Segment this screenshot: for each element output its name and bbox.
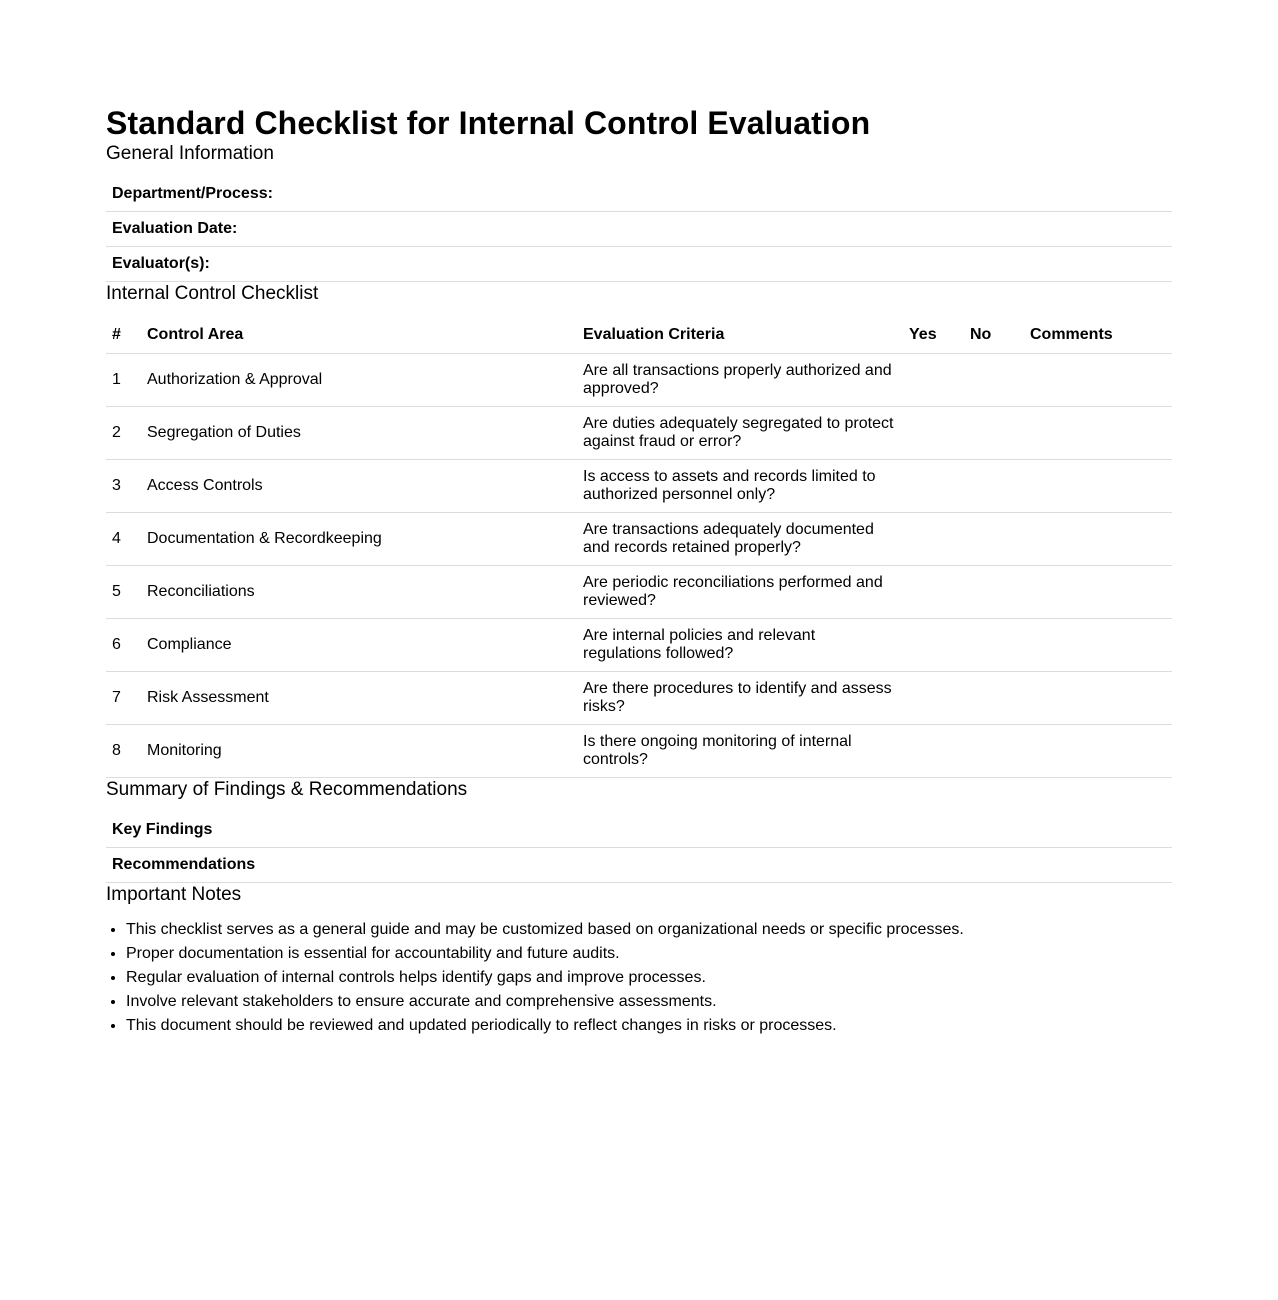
comments-cell	[1024, 566, 1172, 619]
control-area-cell: Reconciliations	[141, 566, 577, 619]
yes-cell	[903, 672, 964, 725]
no-cell	[964, 619, 1024, 672]
no-cell	[964, 354, 1024, 407]
yes-cell	[903, 619, 964, 672]
no-cell	[964, 513, 1024, 566]
summary-row-key-findings	[106, 813, 1172, 848]
control-area-cell: Access Controls	[141, 460, 577, 513]
table-row	[106, 566, 1172, 619]
general-information-table	[106, 177, 1172, 282]
yes-cell	[903, 460, 964, 513]
no-cell	[964, 566, 1024, 619]
no-cell	[964, 407, 1024, 460]
control-area-cell: Compliance	[141, 619, 577, 672]
checklist-header-row	[106, 317, 1172, 354]
comments-cell	[1024, 725, 1172, 778]
row-number: 2	[106, 407, 141, 460]
control-area-cell: Segregation of Duties	[141, 407, 577, 460]
yes-cell	[903, 566, 964, 619]
table-row	[106, 407, 1172, 460]
info-row-department	[106, 177, 1172, 212]
comments-cell	[1024, 354, 1172, 407]
comments-cell	[1024, 619, 1172, 672]
list-item: • This document should be reviewed and updated periodically to reflect changes in risks or processes.	[126, 1014, 1172, 1038]
yes-cell	[903, 513, 964, 566]
table-row	[106, 354, 1172, 407]
yes-cell	[903, 354, 964, 407]
evaluation-criteria-cell: Are periodic reconciliations performed and reviewed?	[577, 566, 903, 619]
row-number: 6	[106, 619, 141, 672]
checklist-heading: Internal Control Checklist	[106, 283, 319, 304]
row-number: 7	[106, 672, 141, 725]
document	[106, 104, 1172, 1038]
key-findings-label: Key Findings	[106, 813, 1172, 848]
list-item: • Proper documentation is essential for accountability and future audits.	[126, 942, 1172, 966]
comments-cell	[1024, 460, 1172, 513]
control-area-cell: Risk Assessment	[141, 672, 577, 725]
evaluation-criteria-cell: Are all transactions properly authorized and approved?	[577, 354, 903, 407]
control-area-cell: Documentation & Recordkeeping	[141, 513, 577, 566]
info-row-evaluators	[106, 247, 1172, 282]
table-row	[106, 725, 1172, 778]
evaluators-label: Evaluator(s):	[106, 247, 1172, 282]
column-header-evaluation-criteria: Evaluation Criteria	[577, 317, 903, 354]
row-number: 8	[106, 725, 141, 778]
column-header-control-area: Control Area	[141, 317, 577, 354]
important-notes-heading: Important Notes	[106, 884, 242, 905]
page-title: Standard Checklist for Internal Control Evaluation	[106, 105, 871, 141]
recommendations-label: Recommendations	[106, 848, 1172, 883]
table-row	[106, 619, 1172, 672]
control-area-cell: Monitoring	[141, 725, 577, 778]
info-row-date	[106, 212, 1172, 247]
no-cell	[964, 725, 1024, 778]
general-information-heading: General Information	[106, 143, 274, 164]
evaluation-date-label: Evaluation Date:	[106, 212, 1172, 247]
column-header-number: #	[106, 317, 141, 354]
comments-cell	[1024, 513, 1172, 566]
checklist-table	[106, 317, 1172, 778]
row-number: 5	[106, 566, 141, 619]
table-row	[106, 672, 1172, 725]
evaluation-criteria-cell: Are there procedures to identify and assess risks?	[577, 672, 903, 725]
row-number: 3	[106, 460, 141, 513]
row-number: 4	[106, 513, 141, 566]
evaluation-criteria-cell: Is there ongoing monitoring of internal controls?	[577, 725, 903, 778]
evaluation-criteria-cell: Is access to assets and records limited to authorized personnel only?	[577, 460, 903, 513]
summary-heading: Summary of Findings & Recommendations	[106, 779, 468, 800]
column-header-yes: Yes	[903, 317, 964, 354]
comments-cell	[1024, 672, 1172, 725]
column-header-comments: Comments	[1024, 317, 1172, 354]
notes-list	[106, 918, 1172, 1038]
table-row	[106, 460, 1172, 513]
list-item: • Involve relevant stakeholders to ensure accurate and comprehensive assessments.	[126, 990, 1172, 1014]
evaluation-criteria-cell: Are transactions adequately documented and records retained properly?	[577, 513, 903, 566]
yes-cell	[903, 725, 964, 778]
evaluation-criteria-cell: Are duties adequately segregated to protect against fraud or error?	[577, 407, 903, 460]
column-header-no: No	[964, 317, 1024, 354]
control-area-cell: Authorization & Approval	[141, 354, 577, 407]
table-row	[106, 513, 1172, 566]
summary-row-recommendations	[106, 848, 1172, 883]
no-cell	[964, 672, 1024, 725]
list-item: • This checklist serves as a general guide and may be customized based on organizational needs or specific processes.	[126, 918, 1172, 942]
yes-cell	[903, 407, 964, 460]
no-cell	[964, 460, 1024, 513]
summary-table	[106, 813, 1172, 883]
list-item: • Regular evaluation of internal controls helps identify gaps and improve processes.	[126, 966, 1172, 990]
row-number: 1	[106, 354, 141, 407]
department-process-label: Department/Process:	[106, 177, 1172, 212]
evaluation-criteria-cell: Are internal policies and relevant regulations followed?	[577, 619, 903, 672]
comments-cell	[1024, 407, 1172, 460]
